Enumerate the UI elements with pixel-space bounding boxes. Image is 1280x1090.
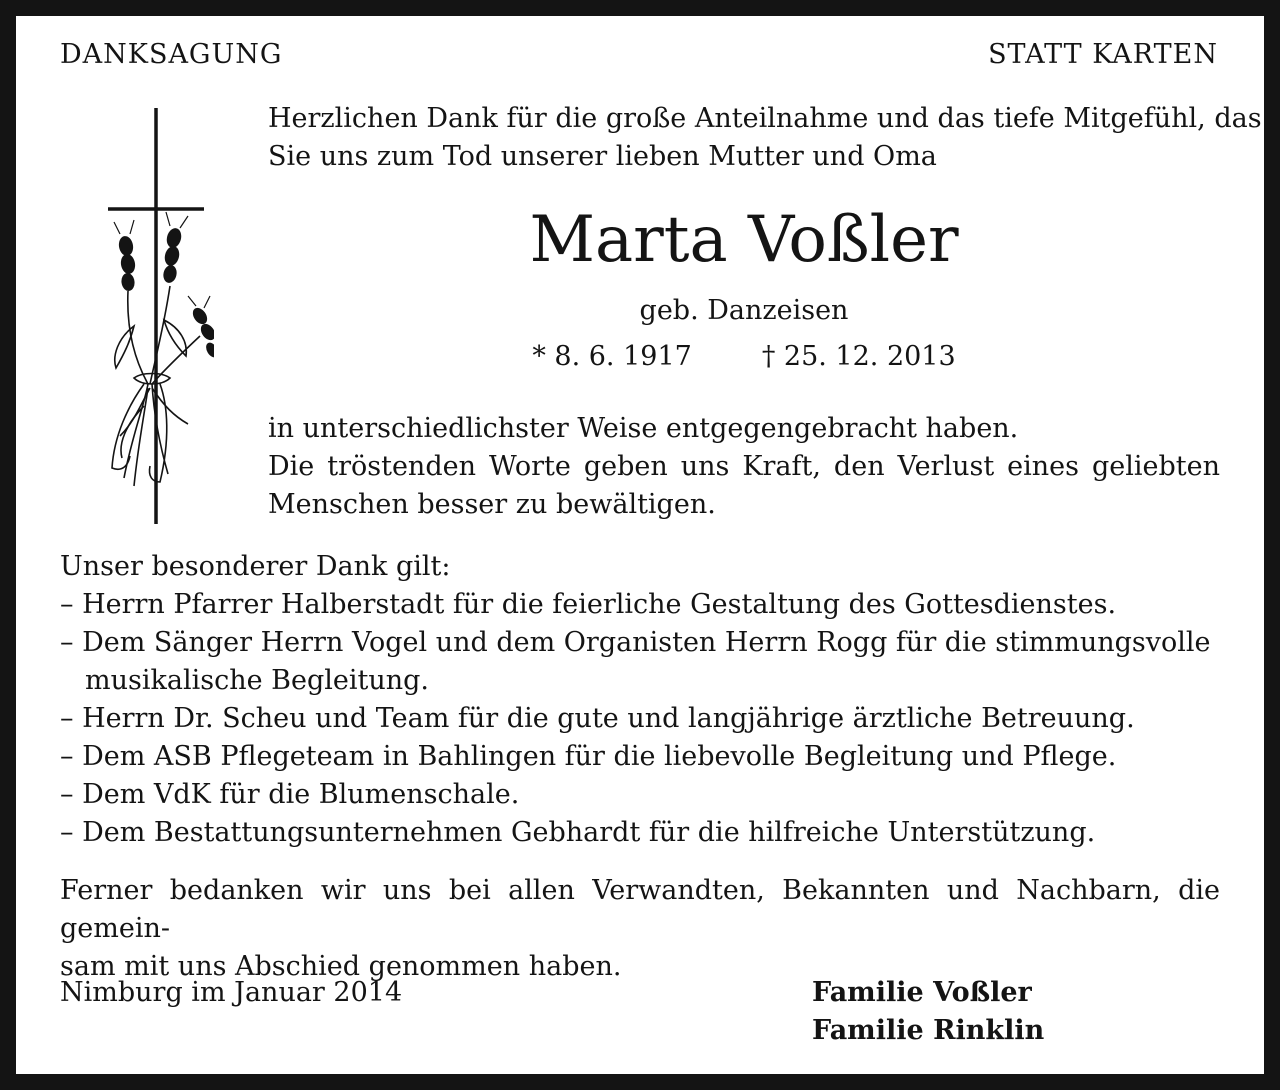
life-dates <box>268 338 1220 376</box>
middle-text <box>268 410 1220 524</box>
intro-text <box>268 100 1262 176</box>
thanks-list <box>60 548 1220 852</box>
list-item: – Dem VdK für die Blumenschale. <box>60 779 520 810</box>
list-item: – Dem Sänger Herrn Vogel und dem Organisten Herrn Rogg für die stimmungsvolle <box>60 627 1211 658</box>
list-item: – Dem Bestattungsunternehmen Gebhardt für die hilfreiche Unterstützung. <box>60 817 1096 848</box>
maiden-name: geb. Danzeisen <box>639 295 849 326</box>
middle-line-1: in unterschiedlichster Weise entgegengebracht haben. <box>268 413 1019 444</box>
list-item-continuation: musikalische Begleitung. <box>85 665 429 696</box>
closing-line-2: sam mit uns Abschied genommen haben. <box>60 951 622 982</box>
intro-line-1: Herzlichen Dank für die große Anteilnahme und das tiefe Mitgefühl, das <box>268 103 1262 134</box>
middle-line-3: Menschen besser zu bewältigen. <box>268 489 716 520</box>
place-and-date: Nimburg im Januar 2014 <box>60 977 403 1008</box>
cross-with-wheat-icon <box>104 106 214 526</box>
family-rinklin: Familie Rinklin <box>812 1015 1045 1046</box>
list-item: – Herrn Pfarrer Halberstadt für die feierliche Gestaltung des Gottesdienstes. <box>60 589 1117 620</box>
signatures <box>812 974 1044 1050</box>
header-statt-karten: STATT KARTEN <box>988 39 1218 70</box>
family-voessler: Familie Voßler <box>812 977 1032 1008</box>
intro-line-2: Sie uns zum Tod unserer lieben Mutter und Oma <box>268 141 937 172</box>
birth-date: * 8. 6. 1917 <box>532 341 692 372</box>
middle-line-2: Die tröstenden Worte geben uns Kraft, den Verlust eines geliebten <box>268 451 1220 482</box>
closing-text <box>60 872 1220 986</box>
header-danksagung: DANKSAGUNG <box>60 39 283 70</box>
closing-line-1: Ferner bedanken wir uns bei allen Verwandten, Bekannten und Nachbarn, die gemein- <box>60 875 1220 944</box>
deceased-name: Marta Voßler <box>529 203 959 277</box>
list-item: – Herrn Dr. Scheu und Team für die gute und langjährige ärztliche Betreuung. <box>60 703 1135 734</box>
death-date: † 25. 12. 2013 <box>761 341 956 372</box>
thanks-heading: Unser besonderer Dank gilt: <box>60 551 451 582</box>
list-item: – Dem ASB Pflegeteam in Bahlingen für die liebevolle Begleitung und Pflege. <box>60 741 1117 772</box>
